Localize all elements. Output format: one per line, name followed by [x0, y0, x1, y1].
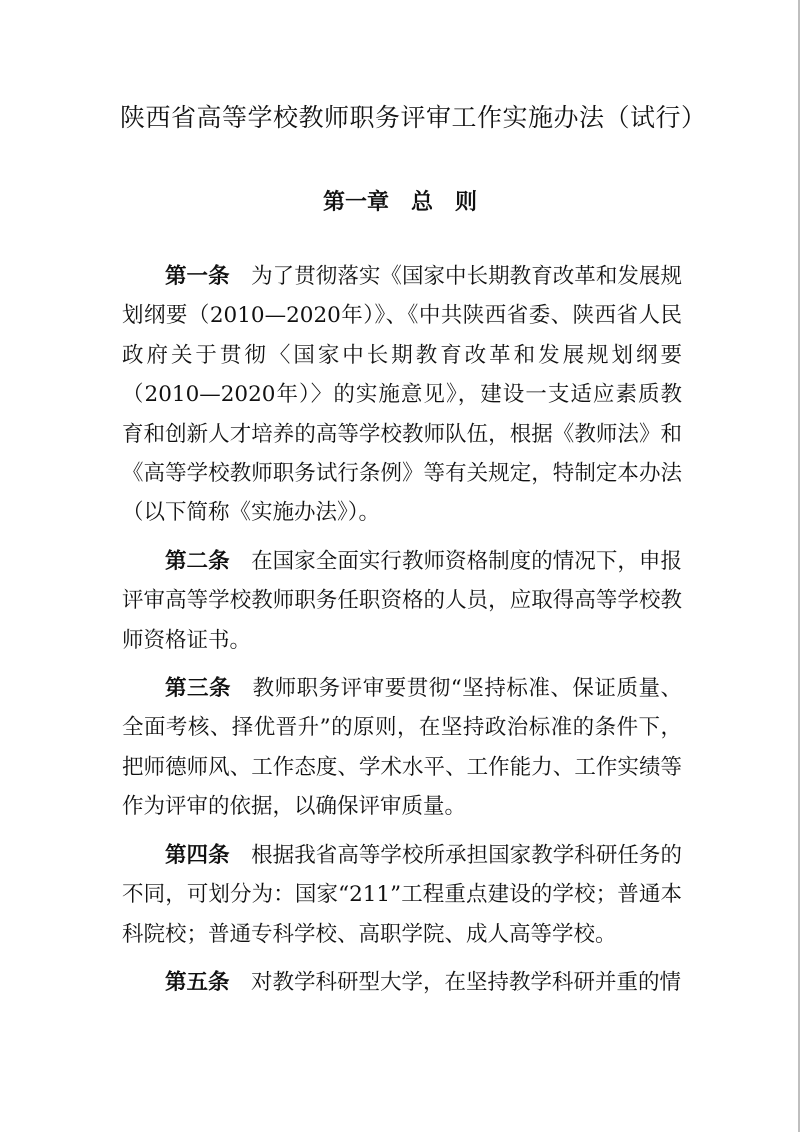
document-title: 陕西省高等学校教师职务评审工作实施办法（试行）: [120, 103, 707, 132]
article-5: [122, 963, 682, 1002]
article-label: 第二条: [165, 548, 230, 574]
article-label: 第四条: [165, 842, 230, 868]
document-body: [122, 257, 682, 1011]
article-2: [122, 542, 682, 660]
article-text: 为了贯彻落实《国家中长期教育改革和发展规划纲要（2010—2020年）》、《中共陕西省委、陕西省人民政府关于贯彻〈国家中长期教育改革和发展规划纲要（2010—2020年）〉的实施意见》，建设一支适应素质教育和创新人才培养的高等学校教师队伍，根据《教师法》和《高等学校教师职务试行条例》等有关规定，特制定本办法（以下简称《实施办法》）。: [122, 264, 682, 526]
article-text: 对教学科研型大学，在坚持教学科研并重的情: [251, 969, 682, 995]
article-1: [122, 257, 682, 533]
article-text: 在国家全面实行教师资格制度的情况下，申报评审高等学校教师职务任职资格的人员，应取得高等学校教师资格证书。: [122, 548, 682, 653]
chapter-heading: 第一章 总 则: [322, 189, 477, 215]
article-3: [122, 669, 682, 827]
article-label: 第五条: [165, 969, 230, 995]
article-label: 第一条: [165, 264, 230, 289]
article-label: 第三条: [165, 676, 232, 702]
article-text: 教师职务评审要贯彻“坚持标准、保证质量、全面考核、择优晋升”的原则，在坚持政治标准的条件下，把师德师风、工作态度、学术水平、工作能力、工作实绩等作为评审的依据，以确保评审质量。: [122, 676, 682, 820]
article-text: 根据我省高等学校所承担国家教学科研任务的不同，可划分为：国家“211”工程重点建设的学校；普通本科院校；普通专科学校、高职学院、成人高等学校。: [122, 842, 682, 947]
article-4: [122, 836, 682, 954]
